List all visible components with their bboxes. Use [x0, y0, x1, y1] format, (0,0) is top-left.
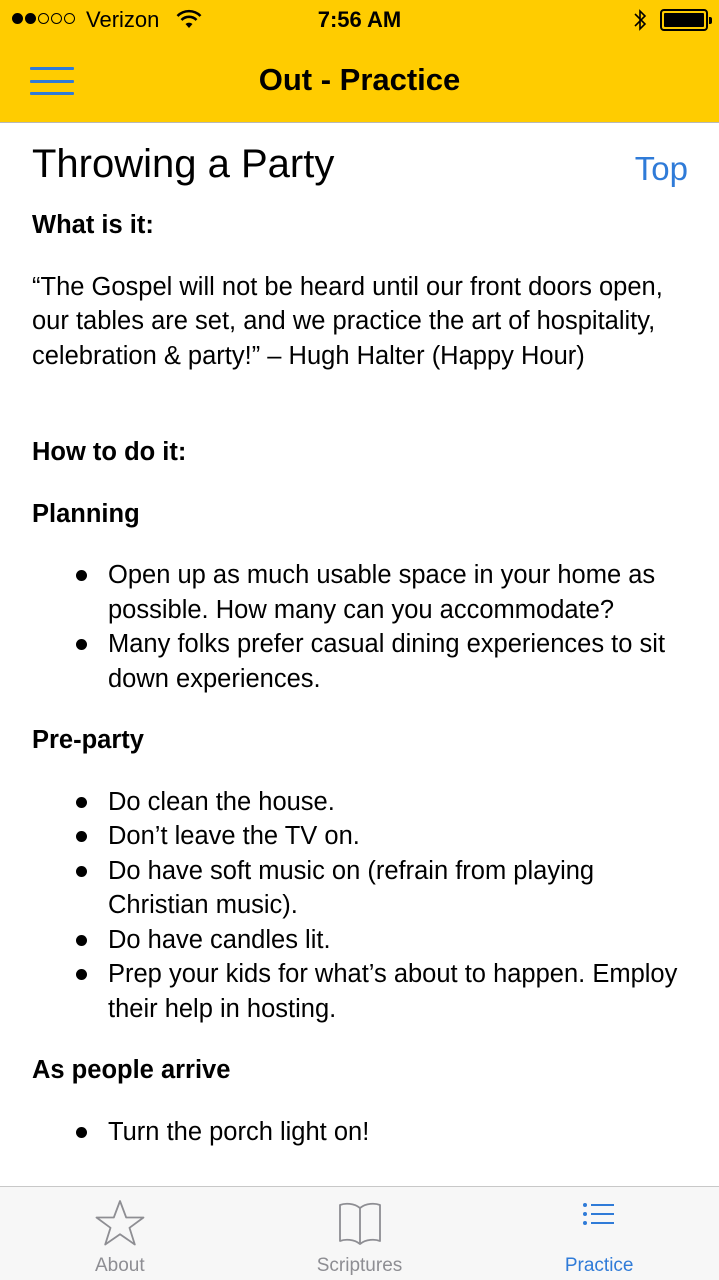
planning-list — [32, 558, 692, 696]
list-item: Open up as much usable space in your home as possible. How many can you accommodate? — [108, 558, 692, 627]
navigation-bar — [0, 40, 719, 123]
list-item: Prep your kids for what’s about to happen. Employ their help in hosting. — [108, 957, 692, 1026]
arrive-list — [32, 1115, 692, 1150]
status-bar — [0, 0, 719, 40]
tab-label: About — [95, 1255, 145, 1276]
how-heading: How to do it: — [32, 438, 187, 466]
battery-icon — [660, 9, 708, 31]
bluetooth-icon — [632, 7, 648, 39]
what-heading: What is it: — [32, 211, 154, 239]
list-item: Do have candles lit. — [108, 923, 692, 958]
article-body — [32, 208, 692, 1149]
top-link[interactable]: Top — [634, 150, 688, 187]
list-item: Many folks prefer casual dining experiences to sit down experiences. — [108, 627, 692, 696]
section-heading-planning: Planning — [32, 499, 140, 528]
header — [0, 0, 719, 123]
article-scroll-area[interactable] — [0, 124, 719, 1186]
section-heading-pre-party: Pre-party — [32, 726, 144, 754]
list-item: Do have soft music on (refrain from playing Christian music). — [108, 854, 692, 923]
tab-bar — [0, 1186, 719, 1280]
nav-title: Out - Practice — [258, 62, 461, 97]
tab-about[interactable] — [0, 1187, 240, 1280]
carrier-name: Verizon — [86, 7, 160, 32]
list-icon — [582, 1199, 616, 1234]
pre-party-list — [32, 785, 692, 1027]
list-item: Don’t leave the TV on. — [108, 819, 692, 854]
book-icon — [336, 1199, 384, 1252]
list-item: Do clean the house. — [108, 785, 692, 820]
quote-paragraph: “The Gospel will not be heard until our front doors open, our tables are set, and we practice the art of hospitality, celebration & party!” – Hugh Halter (Happy Hour) — [32, 272, 663, 370]
list-item: Turn the porch light on! — [108, 1115, 692, 1150]
tab-practice[interactable] — [479, 1187, 719, 1280]
tab-label: Practice — [564, 1255, 634, 1276]
tab-label: Scriptures — [316, 1255, 403, 1276]
star-icon — [94, 1199, 146, 1252]
page-title: Throwing a Party — [32, 142, 335, 186]
tab-scriptures[interactable] — [240, 1187, 480, 1280]
section-heading-as-people-arrive: As people arrive — [32, 1056, 231, 1084]
status-time: 7:56 AM — [317, 7, 402, 32]
